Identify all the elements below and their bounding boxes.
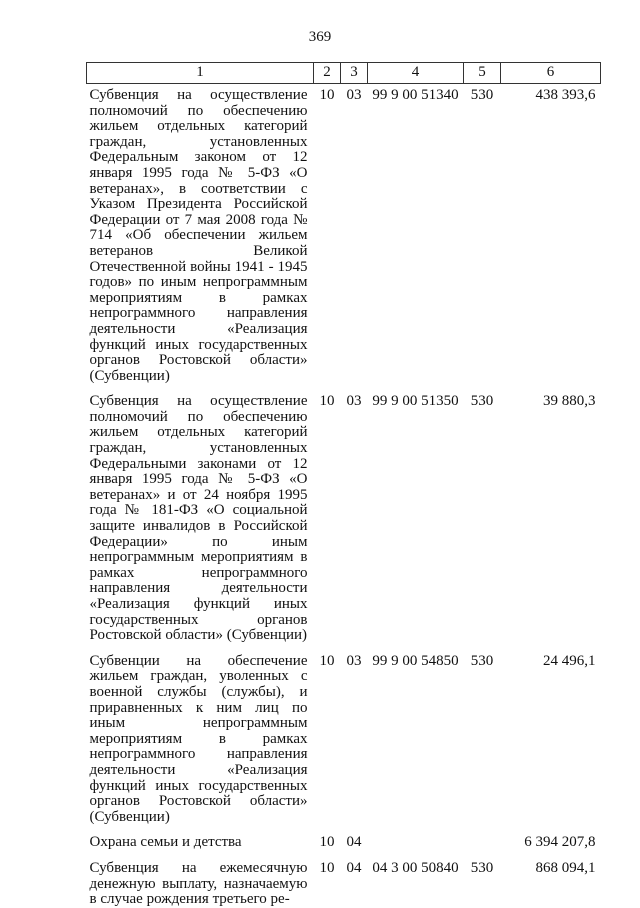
table-row <box>87 84 601 391</box>
row-subsection: 03 <box>346 393 362 410</box>
header-col-3: 3 <box>341 63 368 84</box>
row-target: 99 9 00 51340 <box>372 87 459 103</box>
table-row <box>87 857 601 908</box>
table-row <box>87 390 601 650</box>
row-type: 530 <box>470 859 494 876</box>
row-section: 10 <box>319 652 335 669</box>
row-subsection: 04 <box>346 834 362 851</box>
row-target <box>368 831 464 857</box>
row-type <box>464 831 501 857</box>
table-body <box>87 84 601 908</box>
row-section: 10 <box>319 393 335 410</box>
row-name: Субвенция на ежемесячную денежную выплату, назначаемую в случае рождения третьего ре- <box>89 859 308 908</box>
page-number: 369 <box>308 29 332 45</box>
row-name: Субвенция на осуществление полномочий по обеспечению жильем отдельных категорий граждан, установленных Федеральным законом от 12 января 1995 года № 5-ФЗ «О ветеранах», в соответствии с Указом Президента Российской Федерации от 7 мая 2008 года № 714 «Об обеспечении жильем ветеранов Великой Отечественной войны 1941 - 1945 годов» по иным непрограммным мероприятиям в рамках непрограммного направления деятельности «Реализация функций иных государственных органов Ростовской области» (Субвенции) <box>89 87 308 384</box>
row-type: 530 <box>470 87 494 103</box>
row-amount: 39 880,3 <box>543 393 596 410</box>
table-header <box>87 63 601 84</box>
row-amount: 24 496,1 <box>543 652 596 669</box>
row-name: Субвенция на осуществление полномочий по обеспечению жильем отдельных категорий граждан, установленных Федеральными законами от 12 января 1995 года № 5-ФЗ «О ветеранах» и от 24 ноября 1995 года № 181-ФЗ «О социальной защите инвалидов в Российской Федерации» по иным непрограммным мероприятиям в рамках непрограммного направления деятельности «Реализация функций иных государственных органов Ростовской области» (Субвенции) <box>89 393 308 644</box>
row-section: 10 <box>319 859 335 876</box>
row-name: Охрана семьи и детства <box>89 834 242 851</box>
header-col-1: 1 <box>87 63 314 84</box>
row-target: 04 3 00 50840 <box>372 859 459 876</box>
row-type: 530 <box>470 652 494 669</box>
header-col-6: 6 <box>501 63 601 84</box>
header-col-2: 2 <box>314 63 341 84</box>
row-name: Субвенции на обеспечение жильем граждан, уволенных с военной службы (службы), и приравненных к ним лиц по иным непрограммным мероприятиям в рамках непрограммного направления деятельности «Реализация функций иных государственных органов Ростовской области» (Субвенции) <box>89 652 308 825</box>
row-section: 10 <box>319 87 335 103</box>
row-target: 99 9 00 54850 <box>372 652 459 669</box>
budget-table <box>86 62 601 908</box>
row-amount: 868 094,1 <box>535 859 596 876</box>
table-row <box>87 831 601 857</box>
row-amount: 6 394 207,8 <box>524 834 596 851</box>
table-row <box>87 650 601 832</box>
header-col-5: 5 <box>464 63 501 84</box>
row-amount: 438 393,6 <box>535 87 596 103</box>
row-subsection: 04 <box>346 859 362 876</box>
header-col-4: 4 <box>368 63 464 84</box>
row-subsection: 03 <box>346 652 362 669</box>
row-section: 10 <box>319 834 335 851</box>
row-target: 99 9 00 51350 <box>372 393 459 410</box>
row-type: 530 <box>470 393 494 410</box>
header-row <box>87 63 601 84</box>
row-subsection: 03 <box>346 87 362 103</box>
